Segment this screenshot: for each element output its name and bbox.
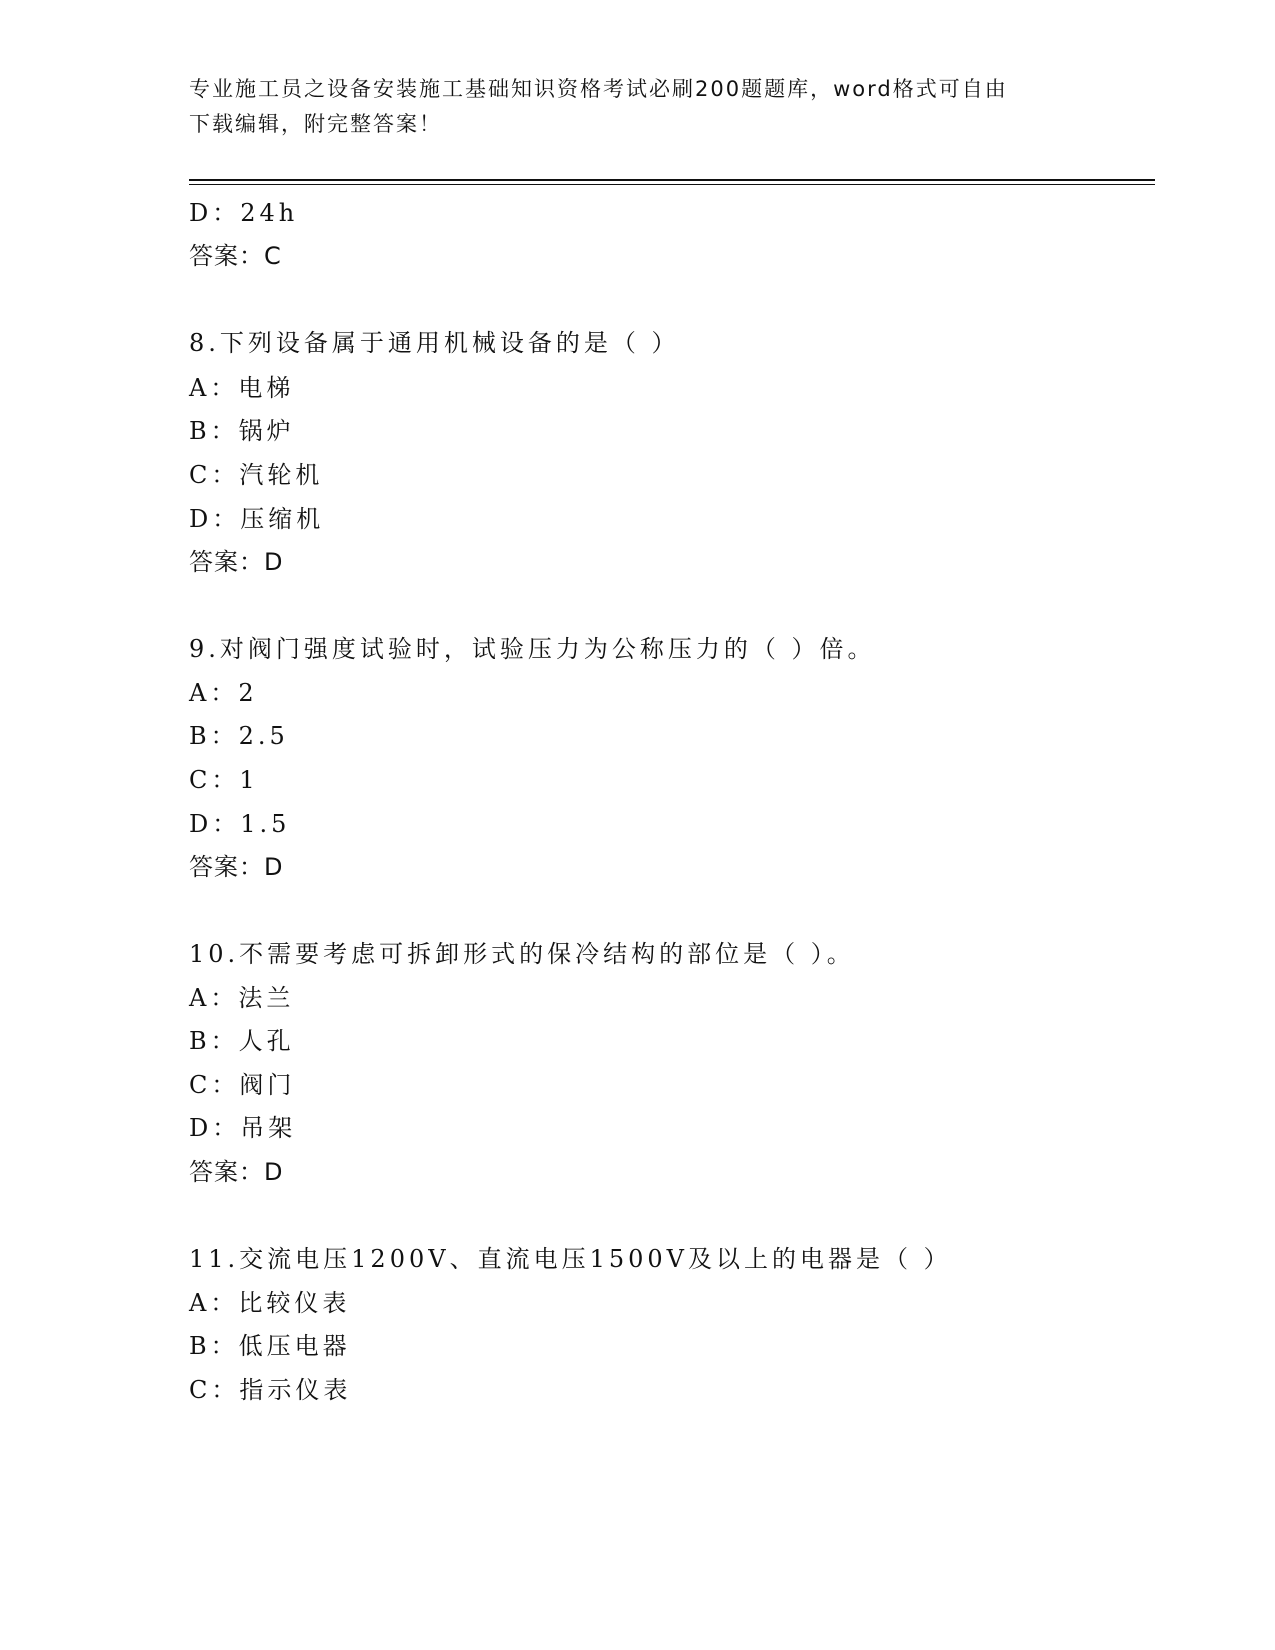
header-divider-thin	[189, 184, 1155, 185]
q8-option-b: B：锅炉	[189, 417, 295, 445]
q8-option-c: C：汽轮机	[189, 461, 324, 489]
q9-option-a: A：2	[189, 679, 258, 707]
q8-option-d: D：压缩机	[189, 505, 325, 533]
header-divider-thick	[189, 179, 1155, 181]
question-9: 9.对阀门强度试验时，试验压力为公称压力的（ ）倍。	[189, 635, 876, 663]
q10-option-c: C：阀门	[189, 1071, 296, 1099]
q10-option-b: B：人孔	[189, 1027, 295, 1055]
prev-option-d: D：24h	[189, 199, 299, 227]
q8-answer: 答案：D	[189, 548, 284, 576]
q9-answer: 答案：D	[189, 853, 284, 881]
q8-option-a: A：电梯	[189, 374, 295, 402]
q10-option-d: D：吊架	[189, 1114, 297, 1142]
q11-option-b: B：低压电器	[189, 1332, 351, 1360]
header-line-1: 专业施工员之设备安装施工基础知识资格考试必刷200题题库，word格式可自由	[189, 77, 1008, 101]
q9-option-c: C：1	[189, 766, 259, 794]
q11-option-a: A：比较仪表	[189, 1289, 351, 1317]
q9-option-d: D：1.5	[189, 810, 291, 838]
question-8: 8.下列设备属于通用机械设备的是（ ）	[189, 329, 680, 357]
q10-option-a: A：法兰	[189, 984, 295, 1012]
header-line-2: 下载编辑，附完整答案！	[189, 112, 442, 136]
q10-answer: 答案：D	[189, 1158, 284, 1186]
q11-option-c: C：指示仪表	[189, 1376, 352, 1404]
question-11: 11.交流电压1200V、直流电压1500V及以上的电器是（ ）	[189, 1245, 952, 1273]
q9-option-b: B：2.5	[189, 722, 289, 750]
document-header	[189, 72, 1089, 142]
question-10: 10.不需要考虑可拆卸形式的保冷结构的部位是（ ）。	[189, 940, 855, 968]
prev-answer: 答案：C	[189, 242, 282, 270]
